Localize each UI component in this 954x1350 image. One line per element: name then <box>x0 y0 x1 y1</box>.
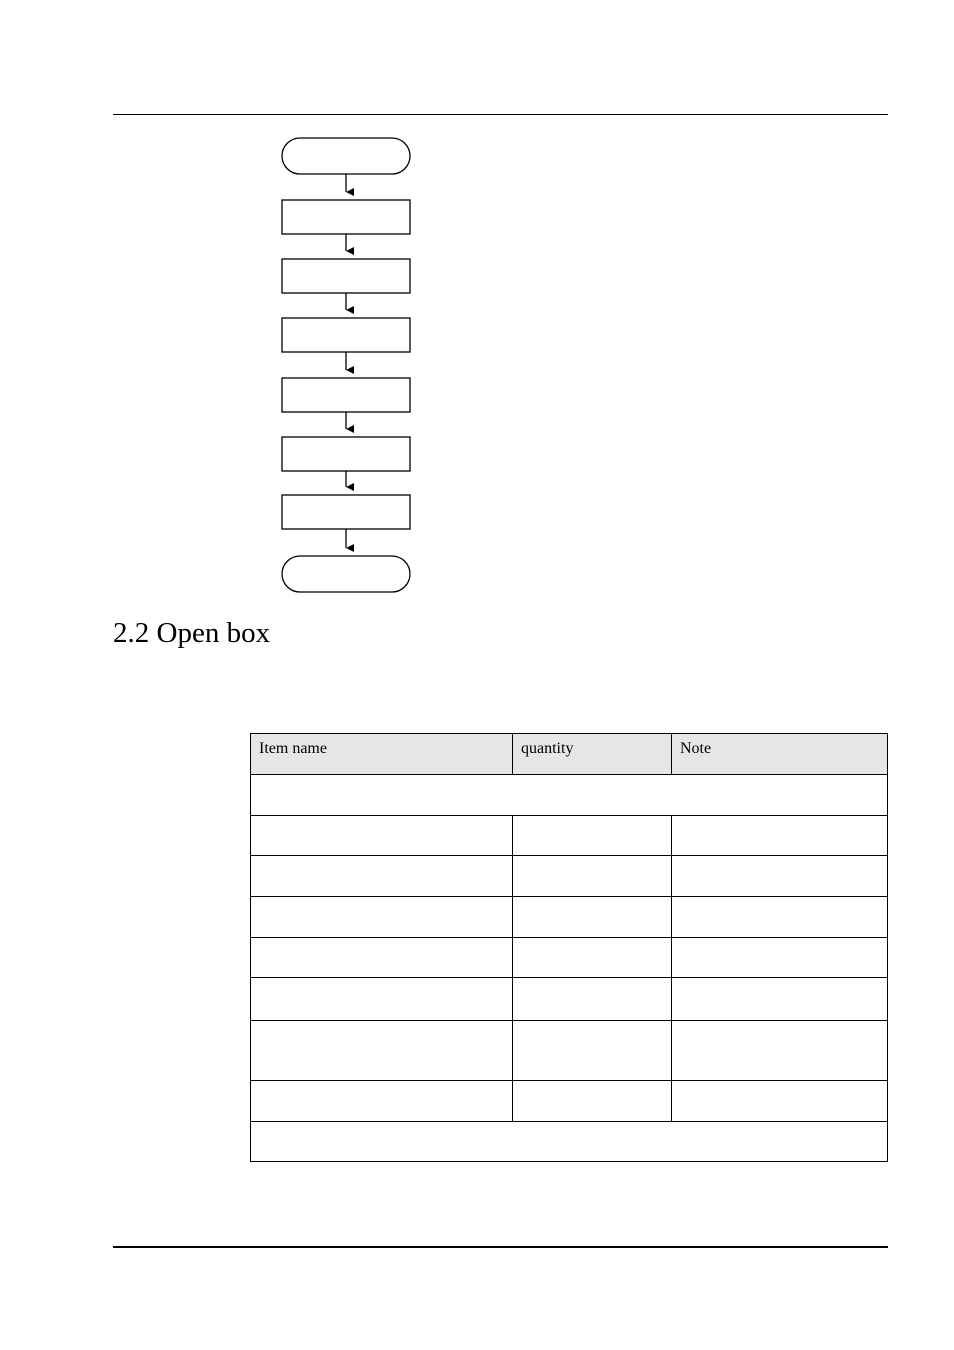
table-row <box>251 897 888 938</box>
header-quantity: quantity <box>513 734 672 775</box>
cell-note <box>672 978 888 1021</box>
table-span-cell <box>251 775 888 816</box>
flow-process-step-2 <box>282 259 410 293</box>
cell-note <box>672 1081 888 1122</box>
flow-process-step-4 <box>282 378 410 412</box>
cell-quantity <box>513 1081 672 1122</box>
cell-note <box>672 816 888 856</box>
table-row <box>251 856 888 897</box>
section-heading: 2.2 Open box <box>113 617 271 649</box>
cell-item-name <box>251 1021 513 1081</box>
table-header-row <box>251 734 888 775</box>
table-row <box>251 1081 888 1122</box>
flow-process-step-1 <box>282 200 410 234</box>
cell-quantity <box>513 897 672 938</box>
header-item-name: Item name <box>251 734 513 775</box>
flow-process-step-5 <box>282 437 410 471</box>
flow-end-terminal <box>282 556 410 592</box>
table-row <box>251 1021 888 1081</box>
flow-start-terminal <box>282 138 410 174</box>
flow-process-step-6 <box>282 495 410 529</box>
cell-quantity <box>513 1021 672 1081</box>
process-flowchart <box>270 130 430 600</box>
cell-quantity <box>513 938 672 978</box>
table-section-row <box>251 775 888 816</box>
cell-item-name <box>251 816 513 856</box>
table-row <box>251 978 888 1021</box>
cell-item-name <box>251 856 513 897</box>
cell-item-name <box>251 978 513 1021</box>
table-section-row <box>251 1122 888 1162</box>
cell-note <box>672 856 888 897</box>
cell-note <box>672 938 888 978</box>
flow-process-step-3 <box>282 318 410 352</box>
cell-item-name <box>251 897 513 938</box>
box-contents-table <box>250 733 888 1162</box>
table-row <box>251 816 888 856</box>
header-note: Note <box>672 734 888 775</box>
cell-note <box>672 897 888 938</box>
cell-note <box>672 1021 888 1081</box>
cell-quantity <box>513 816 672 856</box>
footer-rule <box>113 1246 888 1248</box>
cell-quantity <box>513 978 672 1021</box>
table-row <box>251 938 888 978</box>
cell-item-name <box>251 938 513 978</box>
header-rule <box>113 114 888 115</box>
cell-quantity <box>513 856 672 897</box>
table-span-cell <box>251 1122 888 1162</box>
cell-item-name <box>251 1081 513 1122</box>
